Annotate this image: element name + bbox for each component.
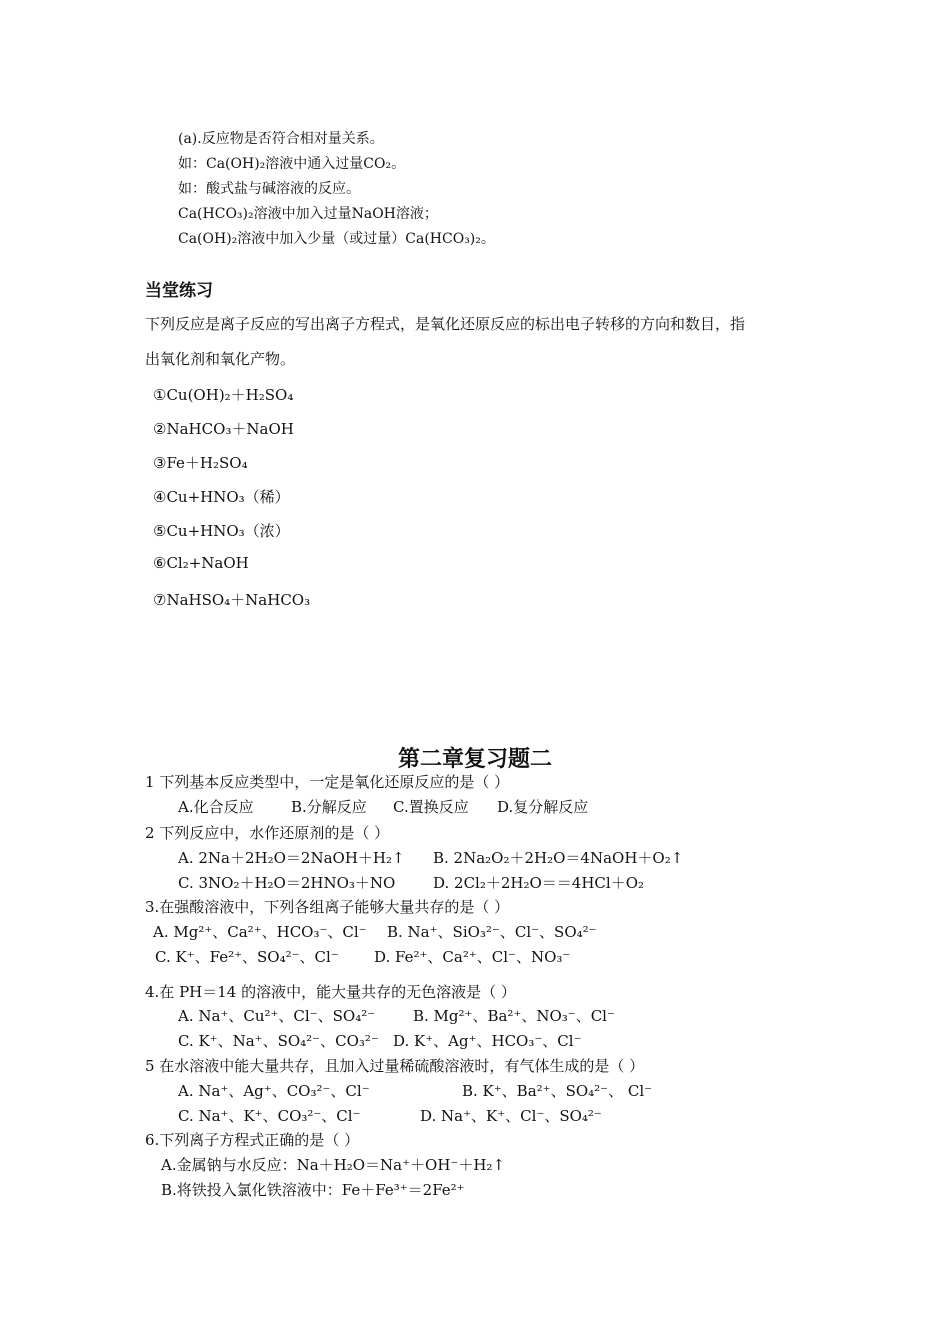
note-line: 如：Ca(OH)₂溶液中通入过量CO₂。 — [178, 156, 406, 172]
practice-item: ⑦NaHSO₄＋NaHCO₃ — [153, 591, 311, 609]
practice-item: ⑥Cl₂+NaOH — [153, 554, 249, 572]
option-a: A. 2Na＋2H₂O＝2NaOH＋H₂↑ — [178, 849, 405, 867]
option-c: C.置换反应 — [393, 798, 469, 816]
practice-heading: 当堂练习 — [145, 281, 213, 301]
option-c: C. Na⁺、K⁺、CO₃²⁻、Cl⁻ — [178, 1107, 361, 1125]
review-title: 第二章复习题二 — [397, 747, 552, 772]
option-b: B. K⁺、Ba²⁺、SO₄²⁻、 Cl⁻ — [462, 1082, 653, 1100]
option-d: D. Na⁺、K⁺、Cl⁻、SO₄²⁻ — [420, 1107, 602, 1125]
question-stem: 1 下列基本反应类型中，一定是氧化还原反应的是（ ） — [145, 773, 510, 791]
option-c: C. K⁺、Na⁺、SO₄²⁻、CO₃²⁻ — [178, 1032, 379, 1050]
option-b: B. Na⁺、SiO₃²⁻、Cl⁻、SO₄²⁻ — [387, 923, 597, 941]
option-b: B. 2Na₂O₂＋2H₂O＝4NaOH＋O₂↑ — [433, 849, 684, 867]
question-stem: 4.在 PH＝14 的溶液中，能大量共存的无色溶液是（ ） — [145, 983, 516, 1001]
option-a: A. Na⁺、Cu²⁺、Cl⁻、SO₄²⁻ — [178, 1007, 376, 1025]
question-stem: 6.下列离子方程式正确的是（ ） — [145, 1131, 360, 1149]
option-b: B.将铁投入氯化铁溶液中：Fe＋Fe³⁺＝2Fe²⁺ — [161, 1181, 465, 1199]
practice-instruction: 下列反应是离子反应的写出离子方程式，是氧化还原反应的标出电子转移的方向和数目，指 — [145, 315, 746, 333]
option-a: A. Mg²⁺、Ca²⁺、HCO₃⁻、Cl⁻ — [153, 923, 367, 941]
option-c: C. 3NO₂＋H₂O＝2HNO₃＋NO — [178, 874, 396, 892]
practice-item: ⑤Cu+HNO₃（浓） — [153, 522, 290, 540]
practice-item: ②NaHCO₃＋NaOH — [153, 420, 294, 438]
option-b: B.分解反应 — [291, 798, 367, 816]
question-stem: 5 在水溶液中能大量共存，且加入过量稀硫酸溶液时，有气体生成的是（ ） — [145, 1057, 645, 1075]
option-a: A.化合反应 — [178, 798, 254, 816]
option-d: D.复分解反应 — [497, 798, 589, 816]
option-b: B. Mg²⁺、Ba²⁺、NO₃⁻、Cl⁻ — [413, 1007, 615, 1025]
note-line: (a).反应物是否符合相对量关系。 — [178, 131, 384, 147]
option-d: D. K⁺、Ag⁺、HCO₃⁻、Cl⁻ — [393, 1032, 582, 1050]
note-line: 如：酸式盐与碱溶液的反应。 — [178, 181, 360, 197]
option-a: A.金属钠与水反应：Na＋H₂O＝Na⁺＋OH⁻＋H₂↑ — [161, 1156, 506, 1174]
practice-instruction: 出氧化剂和氧化产物。 — [145, 350, 296, 368]
option-c: C. K⁺、Fe²⁺、SO₄²⁻、Cl⁻ — [155, 948, 339, 966]
option-d: D. 2Cl₂＋2H₂O＝＝4HCl＋O₂ — [433, 874, 645, 892]
question-stem: 2 下列反应中，水作还原剂的是（ ） — [145, 824, 390, 842]
note-line: Ca(HCO₃)₂溶液中加入过量NaOH溶液； — [178, 206, 438, 222]
option-d: D. Fe²⁺、Ca²⁺、Cl⁻、NO₃⁻ — [374, 948, 571, 966]
practice-item: ①Cu(OH)₂＋H₂SO₄ — [153, 386, 294, 404]
question-stem: 3.在强酸溶液中，下列各组离子能够大量共存的是（ ） — [145, 898, 510, 916]
practice-item: ④Cu+HNO₃（稀） — [153, 488, 290, 506]
note-line: Ca(OH)₂溶液中加入少量（或过量）Ca(HCO₃)₂。 — [178, 231, 495, 247]
practice-item: ③Fe＋H₂SO₄ — [153, 454, 248, 472]
option-a: A. Na⁺、Ag⁺、CO₃²⁻、Cl⁻ — [178, 1082, 370, 1100]
